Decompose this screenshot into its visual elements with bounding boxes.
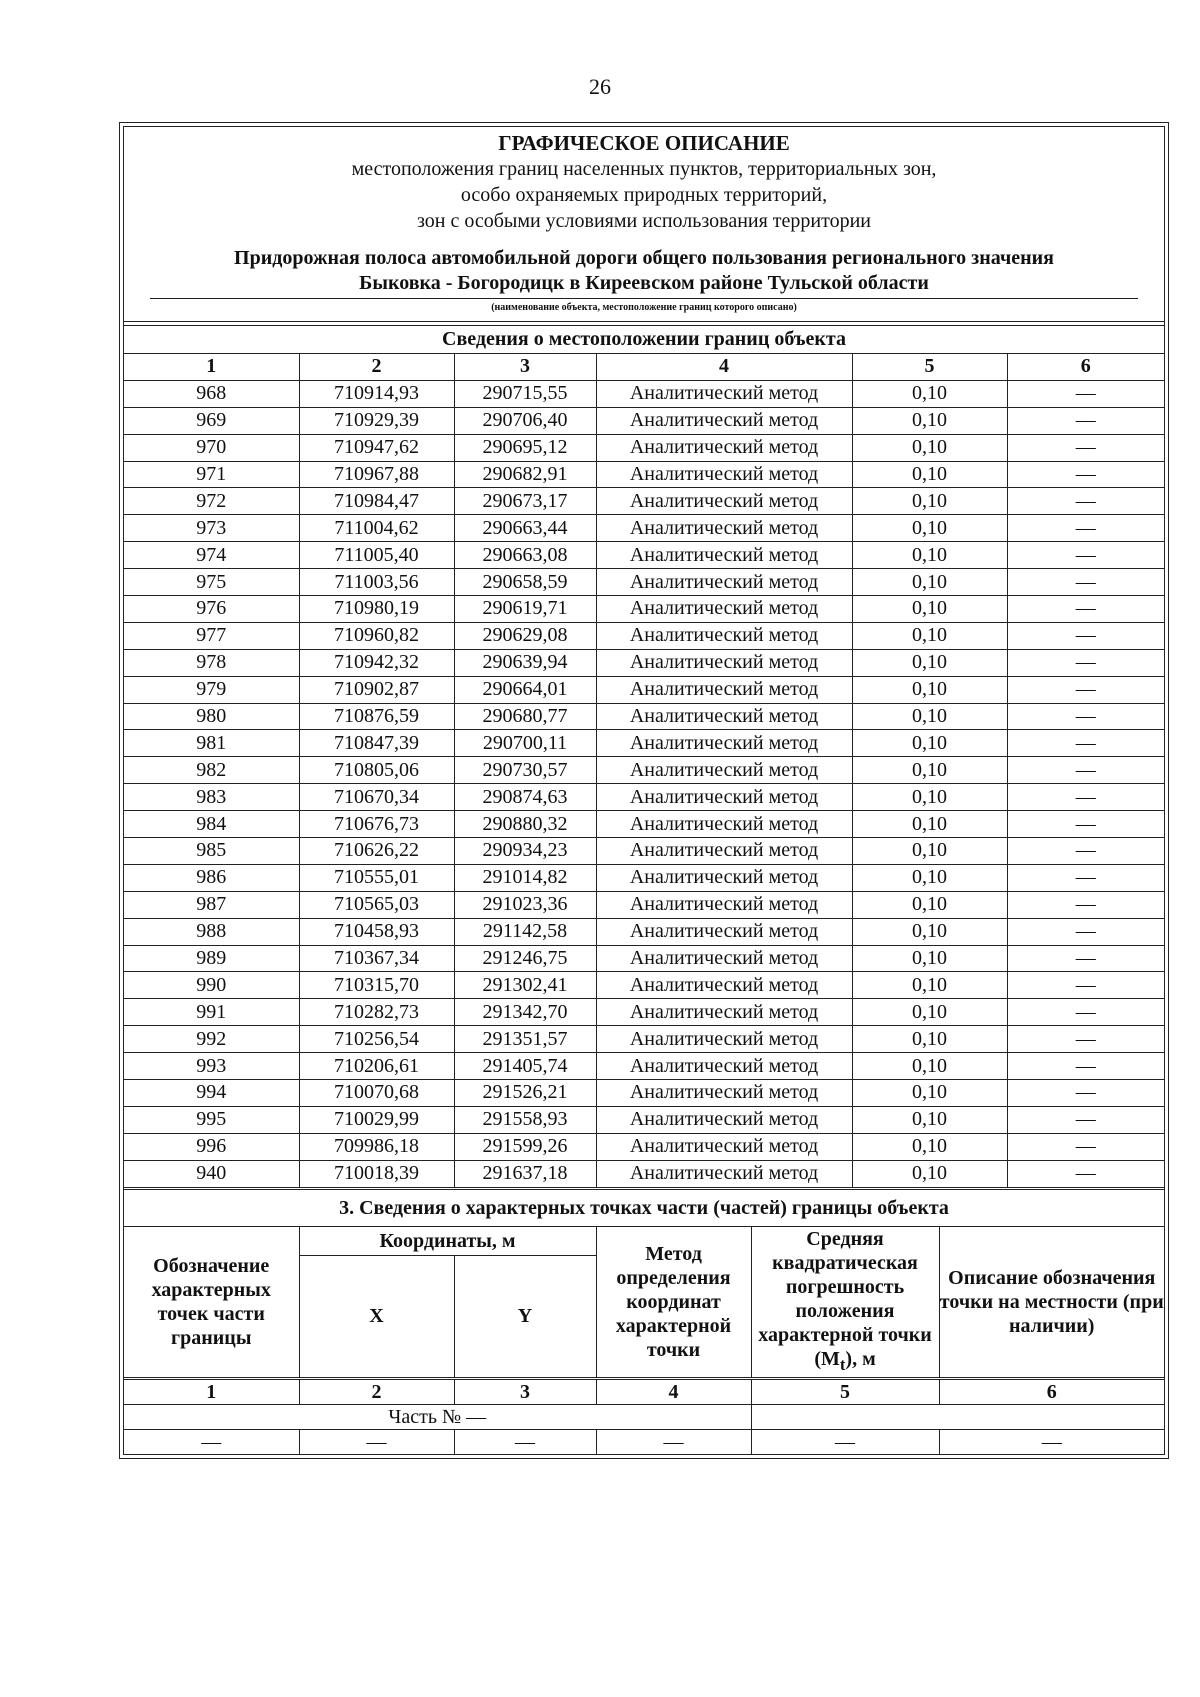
table-cell: 983 <box>124 784 299 811</box>
table-cell: 0,10 <box>852 811 1007 838</box>
table-cell: 710626,22 <box>299 838 454 865</box>
table-cell: 989 <box>124 945 299 972</box>
table-cell: 710960,82 <box>299 622 454 649</box>
table-cell: — <box>1007 461 1164 488</box>
table-cell: 996 <box>124 1133 299 1160</box>
header-error-sub: t <box>839 1354 846 1374</box>
boundaries-table <box>124 354 1164 1187</box>
header-error-prefix: Средняя квадратическая погрешность положения характерной точки (M <box>758 1227 932 1370</box>
table-cell: 290700,11 <box>454 730 596 757</box>
table-cell: 0,10 <box>852 972 1007 999</box>
table-cell: 0,10 <box>852 757 1007 784</box>
table-cell: 291637,18 <box>454 1160 596 1186</box>
table-cell: 984 <box>124 811 299 838</box>
table-cell: 290680,77 <box>454 703 596 730</box>
table-cell: Аналитический метод <box>596 891 852 918</box>
table-cell: 985 <box>124 838 299 865</box>
table-cell: 0,10 <box>852 569 1007 596</box>
table-cell: 710029,99 <box>299 1106 454 1133</box>
table-cell: 290874,63 <box>454 784 596 811</box>
table-cell: 988 <box>124 918 299 945</box>
table-cell: 0,10 <box>852 730 1007 757</box>
header-y: Y <box>454 1255 596 1378</box>
header-description: Описание обозначения точки на местности (при наличии) <box>939 1227 1164 1379</box>
table-cell: Аналитический метод <box>596 622 852 649</box>
table-cell: 710367,34 <box>299 945 454 972</box>
table-cell: — <box>751 1429 939 1454</box>
column-number: 3 <box>454 1378 596 1404</box>
table-cell: 710847,39 <box>299 730 454 757</box>
column-number: 4 <box>596 354 852 380</box>
column-number: 1 <box>124 1378 299 1404</box>
table-cell: 975 <box>124 569 299 596</box>
table-cell: — <box>1007 542 1164 569</box>
table-row <box>124 515 1164 542</box>
table-row <box>124 1106 1164 1133</box>
table-cell: 290695,12 <box>454 434 596 461</box>
table-row <box>124 569 1164 596</box>
table-cell: 0,10 <box>852 838 1007 865</box>
table-cell: 291558,93 <box>454 1106 596 1133</box>
subtitle-line: местоположения границ населенных пунктов, территориальных зон, <box>351 158 937 180</box>
table-cell: 291599,26 <box>454 1133 596 1160</box>
table-cell: Аналитический метод <box>596 784 852 811</box>
table-cell: 710929,39 <box>299 407 454 434</box>
table-cell: — <box>1007 757 1164 784</box>
table-row <box>124 461 1164 488</box>
column-number: 6 <box>939 1378 1164 1404</box>
table-cell: 0,10 <box>852 488 1007 515</box>
table-cell: 710984,47 <box>299 488 454 515</box>
table-cell: 710458,93 <box>299 918 454 945</box>
table-row <box>124 891 1164 918</box>
table-cell: 0,10 <box>852 784 1007 811</box>
table-cell: 0,10 <box>852 1160 1007 1186</box>
table-cell: — <box>1007 1106 1164 1133</box>
table-row <box>124 380 1164 407</box>
table-cell: 291023,36 <box>454 891 596 918</box>
table-cell: Аналитический метод <box>596 730 852 757</box>
table-cell: 710805,06 <box>299 757 454 784</box>
table-row <box>124 434 1164 461</box>
table-cell: 991 <box>124 999 299 1026</box>
table-cell: — <box>1007 730 1164 757</box>
table-cell: — <box>939 1429 1164 1454</box>
table-row <box>124 784 1164 811</box>
table-cell: Аналитический метод <box>596 945 852 972</box>
object-name-line: Придорожная полоса автомобильной дороги общего пользования регионального значения <box>234 247 1054 269</box>
table-cell: Аналитический метод <box>596 1053 852 1080</box>
table-cell: 290730,57 <box>454 757 596 784</box>
header-designation: Обозначение характерных точек части границы <box>124 1227 299 1379</box>
table-cell: Аналитический метод <box>596 515 852 542</box>
table-row <box>124 1429 1164 1454</box>
header-method: Метод определения координат характерной точки <box>596 1227 751 1379</box>
column-number: 4 <box>596 1378 751 1404</box>
column-number-row <box>124 354 1164 380</box>
table-cell: — <box>124 1429 299 1454</box>
table-cell: Аналитический метод <box>596 1133 852 1160</box>
table-cell: 290619,71 <box>454 596 596 623</box>
table-cell: 710282,73 <box>299 999 454 1026</box>
table-row <box>124 649 1164 676</box>
boundaries-section-title: Сведения о местоположении границ объекта <box>124 325 1164 354</box>
table-cell: 0,10 <box>852 434 1007 461</box>
table-row <box>124 918 1164 945</box>
table-cell: 710670,34 <box>299 784 454 811</box>
column-number-row <box>124 1378 1164 1404</box>
table-cell: 710206,61 <box>299 1053 454 1080</box>
table-cell: 0,10 <box>852 1133 1007 1160</box>
table-cell: 982 <box>124 757 299 784</box>
table-cell: 711003,56 <box>299 569 454 596</box>
table-cell: 710914,93 <box>299 380 454 407</box>
table-cell: — <box>1007 622 1164 649</box>
table-cell: 0,10 <box>852 945 1007 972</box>
header-error <box>751 1227 939 1379</box>
table-row <box>124 407 1164 434</box>
table-cell: 710947,62 <box>299 434 454 461</box>
table-row <box>124 676 1164 703</box>
object-name-note: (наименование объекта, местоположение границ которого описано) <box>491 302 797 313</box>
table-cell: 291526,21 <box>454 1080 596 1107</box>
table-cell: 0,10 <box>852 703 1007 730</box>
table-cell: 974 <box>124 542 299 569</box>
table-cell: 994 <box>124 1080 299 1107</box>
table-row <box>124 1026 1164 1053</box>
table-cell: 710876,59 <box>299 703 454 730</box>
table-row <box>124 864 1164 891</box>
table-cell: 981 <box>124 730 299 757</box>
table-cell: 0,10 <box>852 891 1007 918</box>
parts-section-title: 3. Сведения о характерных точках части (частей) границы объекта <box>124 1187 1164 1227</box>
subtitle-line: зон с особыми условиями использования территории <box>416 210 872 232</box>
table-cell: 972 <box>124 488 299 515</box>
table-cell: 986 <box>124 864 299 891</box>
page-number: 26 <box>589 74 611 99</box>
table-cell: 992 <box>124 1026 299 1053</box>
table-cell: 970 <box>124 434 299 461</box>
table-cell: 710967,88 <box>299 461 454 488</box>
table-cell: 990 <box>124 972 299 999</box>
table-cell: 987 <box>124 891 299 918</box>
table-cell: 710565,03 <box>299 891 454 918</box>
table-row <box>124 945 1164 972</box>
table-cell: — <box>1007 1160 1164 1186</box>
table-cell: 291405,74 <box>454 1053 596 1080</box>
header-x: X <box>299 1255 454 1378</box>
table-cell: — <box>1007 676 1164 703</box>
table-cell: 290682,91 <box>454 461 596 488</box>
table-cell: 291342,70 <box>454 999 596 1026</box>
column-number: 1 <box>124 354 299 380</box>
table-cell: 710555,01 <box>299 864 454 891</box>
table-cell: 290663,44 <box>454 515 596 542</box>
table-cell: — <box>596 1429 751 1454</box>
table-cell: 290664,01 <box>454 676 596 703</box>
table-cell: 0,10 <box>852 918 1007 945</box>
column-number: 2 <box>299 1378 454 1404</box>
table-cell: 978 <box>124 649 299 676</box>
table-cell: 0,10 <box>852 515 1007 542</box>
table-cell: — <box>1007 918 1164 945</box>
table-cell: Аналитический метод <box>596 811 852 838</box>
column-number: 5 <box>751 1378 939 1404</box>
table-cell: 710315,70 <box>299 972 454 999</box>
table-cell: — <box>1007 380 1164 407</box>
table-cell: 710676,73 <box>299 811 454 838</box>
table-cell: 711005,40 <box>299 542 454 569</box>
table-cell: Аналитический метод <box>596 1026 852 1053</box>
table-cell: 979 <box>124 676 299 703</box>
table-cell: — <box>1007 838 1164 865</box>
table-cell: 0,10 <box>852 864 1007 891</box>
table-cell: — <box>1007 407 1164 434</box>
table-cell: 711004,62 <box>299 515 454 542</box>
table-cell: 710902,87 <box>299 676 454 703</box>
table-row <box>124 1160 1164 1186</box>
table-cell: 710980,19 <box>299 596 454 623</box>
table-row <box>124 972 1164 999</box>
table-cell: 968 <box>124 380 299 407</box>
table-cell: 976 <box>124 596 299 623</box>
table-cell: Аналитический метод <box>596 999 852 1026</box>
document-frame <box>123 126 1165 1455</box>
table-cell: 0,10 <box>852 596 1007 623</box>
table-cell: — <box>1007 1053 1164 1080</box>
table-cell: Аналитический метод <box>596 757 852 784</box>
table-cell: 0,10 <box>852 407 1007 434</box>
table-row <box>124 757 1164 784</box>
table-cell: — <box>1007 703 1164 730</box>
table-cell: — <box>299 1429 454 1454</box>
table-cell: — <box>1007 1026 1164 1053</box>
table-cell: 0,10 <box>852 380 1007 407</box>
table-cell: Аналитический метод <box>596 918 852 945</box>
header-coordinates: Координаты, м <box>299 1227 596 1256</box>
table-cell: 710070,68 <box>299 1080 454 1107</box>
table-cell: 291014,82 <box>454 864 596 891</box>
table-cell: 290715,55 <box>454 380 596 407</box>
table-cell: 0,10 <box>852 1080 1007 1107</box>
table-cell: 291142,58 <box>454 918 596 945</box>
table-cell: 290629,08 <box>454 622 596 649</box>
subtitle-line: особо охраняемых природных территорий, <box>460 184 828 206</box>
table-cell: Аналитический метод <box>596 434 852 461</box>
table-row <box>124 838 1164 865</box>
document-title: ГРАФИЧЕСКОЕ ОПИСАНИЕ <box>498 131 790 155</box>
table-cell: Аналитический метод <box>596 407 852 434</box>
table-cell: Аналитический метод <box>596 1160 852 1186</box>
table-cell: 993 <box>124 1053 299 1080</box>
table-cell: — <box>1007 864 1164 891</box>
table-cell: — <box>1007 434 1164 461</box>
underline-divider <box>150 298 1138 299</box>
table-row <box>124 1053 1164 1080</box>
table-cell: — <box>1007 1080 1164 1107</box>
table-cell: 0,10 <box>852 676 1007 703</box>
parts-table <box>124 1227 1164 1454</box>
table-row <box>124 730 1164 757</box>
table-cell: — <box>1007 972 1164 999</box>
table-cell: — <box>1007 515 1164 542</box>
table-cell: 980 <box>124 703 299 730</box>
table-cell: Аналитический метод <box>596 488 852 515</box>
table-cell: — <box>1007 784 1164 811</box>
header-error-suffix: ), м <box>845 1347 876 1370</box>
table-cell: 940 <box>124 1160 299 1186</box>
table-row <box>124 622 1164 649</box>
table-cell: Аналитический метод <box>596 972 852 999</box>
table-cell: — <box>1007 488 1164 515</box>
table-cell: Аналитический метод <box>596 596 852 623</box>
table-cell: 710256,54 <box>299 1026 454 1053</box>
table-cell: Аналитический метод <box>596 703 852 730</box>
table-cell: 290658,59 <box>454 569 596 596</box>
table-cell: 290639,94 <box>454 649 596 676</box>
table-row <box>124 703 1164 730</box>
column-number: 2 <box>299 354 454 380</box>
table-row <box>124 999 1164 1026</box>
table-cell: Аналитический метод <box>596 569 852 596</box>
table-cell: 290934,23 <box>454 838 596 865</box>
table-cell: — <box>454 1429 596 1454</box>
table-cell: 291302,41 <box>454 972 596 999</box>
column-number: 6 <box>1007 354 1164 380</box>
table-cell: 0,10 <box>852 999 1007 1026</box>
table-cell: 969 <box>124 407 299 434</box>
table-cell: 0,10 <box>852 649 1007 676</box>
table-cell: Аналитический метод <box>596 1080 852 1107</box>
table-cell: 973 <box>124 515 299 542</box>
table-cell: 0,10 <box>852 1106 1007 1133</box>
table-cell: 977 <box>124 622 299 649</box>
table-cell: Аналитический метод <box>596 649 852 676</box>
table-row <box>124 1080 1164 1107</box>
column-number: 3 <box>454 354 596 380</box>
table-cell: 0,10 <box>852 1053 1007 1080</box>
table-cell: 971 <box>124 461 299 488</box>
table-cell: 709986,18 <box>299 1133 454 1160</box>
part-label-empty <box>751 1404 1164 1429</box>
table-row <box>124 488 1164 515</box>
table-cell: Аналитический метод <box>596 864 852 891</box>
table-cell: 710942,32 <box>299 649 454 676</box>
table-cell: 290663,08 <box>454 542 596 569</box>
table-cell: 290673,17 <box>454 488 596 515</box>
table-cell: 0,10 <box>852 542 1007 569</box>
table-row <box>124 1133 1164 1160</box>
table-cell: — <box>1007 811 1164 838</box>
table-cell: 290706,40 <box>454 407 596 434</box>
table-cell: 0,10 <box>852 461 1007 488</box>
table-cell: — <box>1007 891 1164 918</box>
table-cell: 0,10 <box>852 1026 1007 1053</box>
column-number: 5 <box>852 354 1007 380</box>
table-cell: — <box>1007 569 1164 596</box>
table-cell: Аналитический метод <box>596 838 852 865</box>
table-cell: 290880,32 <box>454 811 596 838</box>
object-name-line: Быковка - Богородицк в Киреевском районе Тульской области <box>359 272 929 294</box>
table-cell: Аналитический метод <box>596 461 852 488</box>
table-cell: Аналитический метод <box>596 542 852 569</box>
table-cell: — <box>1007 945 1164 972</box>
table-cell: 710018,39 <box>299 1160 454 1186</box>
table-cell: — <box>1007 1133 1164 1160</box>
table-cell: Аналитический метод <box>596 380 852 407</box>
table-cell: 291246,75 <box>454 945 596 972</box>
table-cell: — <box>1007 999 1164 1026</box>
part-label: Часть № — <box>124 1404 751 1429</box>
table-cell: — <box>1007 649 1164 676</box>
document-header <box>124 127 1164 322</box>
table-cell: Аналитический метод <box>596 1106 852 1133</box>
table-cell: — <box>1007 596 1164 623</box>
table-row <box>124 811 1164 838</box>
table-cell: 995 <box>124 1106 299 1133</box>
table-row <box>124 596 1164 623</box>
table-cell: 0,10 <box>852 622 1007 649</box>
table-cell: 291351,57 <box>454 1026 596 1053</box>
table-row <box>124 542 1164 569</box>
table-cell: Аналитический метод <box>596 676 852 703</box>
